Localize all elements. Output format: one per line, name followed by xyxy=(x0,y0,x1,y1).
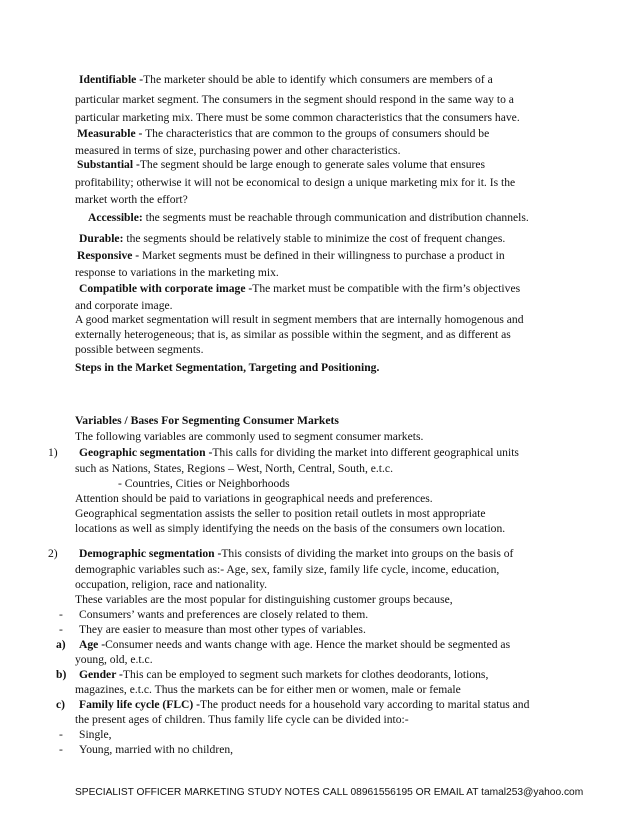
variables-intro: The following variables are commonly used to segment consumer markets. xyxy=(75,430,424,443)
geographic-line-6: locations as well as simply identifying the needs on the basis of the consumers own location. xyxy=(75,522,506,535)
flc-line-2: the present ages of children. Thus family life cycle can be divided into:- xyxy=(75,713,409,726)
demographic-line-4: These variables are the most popular for distinguishing customer groups because, xyxy=(75,593,453,606)
term-accessible: Accessible: xyxy=(88,211,143,224)
age-text-1: Consumer needs and wants change with age. Hence the market should be segmented as xyxy=(105,638,511,651)
demographic-line-2: demographic variables such as:- Age, sex, family size, family life cycle, income, education, xyxy=(75,563,500,576)
flc-bullet-mark-2: - xyxy=(59,743,63,756)
substantial-line-1 xyxy=(77,158,485,172)
compatible-line-1 xyxy=(79,282,520,296)
good-segmentation-line-2: externally heterogeneous; that is, as similar as possible within the segment, and as different as xyxy=(75,328,511,341)
flc-line-1 xyxy=(79,698,529,712)
term-flc: Family life cycle (FLC) - xyxy=(79,698,201,711)
term-substantial: Substantial - xyxy=(77,158,140,171)
durable-text: the segments should be relatively stable to minimize the cost of frequent changes. xyxy=(123,232,506,245)
good-segmentation-line-3: possible between segments. xyxy=(75,343,204,356)
flc-mark: c) xyxy=(56,698,66,711)
geographic-line-5: Geographical segmentation assists the seller to position retail outlets in most appropriate xyxy=(75,507,486,520)
measurable-text-1: The characteristics that are common to the groups of consumers should be xyxy=(142,127,490,140)
accessible-text: the segments must be reachable through communication and distribution channels. xyxy=(142,211,529,224)
gender-line-2: magazines, e.t.c. Thus the markets can be for either men or women, male or female xyxy=(75,683,461,696)
geographic-line-2: such as Nations, States, Regions – West, North, Central, South, e.t.c. xyxy=(75,462,393,475)
term-geographic: Geographic segmentation - xyxy=(79,446,213,459)
variables-heading: Variables / Bases For Segmenting Consumer Markets xyxy=(75,414,339,427)
flc-bullet-mark-1: - xyxy=(59,728,63,741)
flc-text-1: The product needs for a household vary according to marital status and xyxy=(200,698,530,711)
gender-mark: b) xyxy=(56,668,67,681)
compatible-text-1: The market must be compatible with the firm’s objectives xyxy=(252,282,521,295)
identifiable-line-3: particular marketing mix. There must be some common characteristics that the consumers have. xyxy=(75,111,520,124)
bullet-item-2: They are easier to measure than most other types of variables. xyxy=(79,623,366,636)
geographic-line-4: Attention should be paid to variations in geographical needs and preferences. xyxy=(75,492,433,505)
term-identifiable: Identifiable - xyxy=(79,73,144,86)
demographic-text-1: This consists of dividing the market into groups on the basis of xyxy=(221,547,514,560)
substantial-line-3: market worth the effort? xyxy=(75,193,188,206)
term-gender: Gender - xyxy=(79,668,123,681)
compatible-line-2: and corporate image. xyxy=(75,299,173,312)
responsive-line-2: response to variations in the marketing mix. xyxy=(75,266,279,279)
term-responsive: Responsive - xyxy=(77,249,140,262)
flc-bullet-2: Young, married with no children, xyxy=(79,743,234,756)
bullet-mark-1: - xyxy=(59,608,63,621)
identifiable-line-1 xyxy=(79,73,493,87)
age-mark: a) xyxy=(56,638,66,651)
term-age: Age - xyxy=(79,638,106,651)
identifiable-text-1: The marketer should be able to identify which consumers are members of a xyxy=(143,73,493,86)
demographic-line-3: occupation, religion, race and nationality. xyxy=(75,578,268,591)
age-line-2: young, old, e.t.c. xyxy=(75,653,153,666)
substantial-line-2: profitability; otherwise it will not be economical to design a unique marketing mix for it. Is the xyxy=(75,176,516,189)
term-demographic: Demographic segmentation - xyxy=(79,547,222,560)
substantial-text-1: The segment should be large enough to generate sales volume that ensures xyxy=(139,158,486,171)
page-footer: SPECIALIST OFFICER MARKETING STUDY NOTES CALL 08961556195 OR EMAIL AT tamal253@yahoo.com xyxy=(75,787,584,798)
measurable-line-2: measured in terms of size, purchasing power and other characteristics. xyxy=(75,144,401,157)
flc-bullet-1: Single, xyxy=(79,728,112,741)
responsive-line-1 xyxy=(77,249,505,263)
good-segmentation-line-1: A good market segmentation will result in segment members that are internally homogenous and xyxy=(75,313,524,326)
gender-text-1: This can be employed to segment such markets for clothes deodorants, lotions, xyxy=(122,668,489,681)
demographic-number: 2) xyxy=(48,547,58,560)
durable-line xyxy=(79,232,505,246)
term-durable: Durable: xyxy=(79,232,124,245)
term-measurable: Measurable - xyxy=(77,127,143,140)
identifiable-line-2: particular market segment. The consumers in the segment should respond in the same way to a xyxy=(75,93,514,106)
responsive-text-1: Market segments must be defined in their willingness to purchase a product in xyxy=(139,249,505,262)
bullet-item-1: Consumers’ wants and preferences are closely related to them. xyxy=(79,608,369,621)
steps-heading: Steps in the Market Segmentation, Targeting and Positioning. xyxy=(75,361,380,374)
measurable-line-1 xyxy=(77,127,489,141)
geographic-line-3: - Countries, Cities or Neighborhoods xyxy=(118,477,290,490)
demographic-line-1 xyxy=(79,547,513,561)
term-compatible: Compatible with corporate image - xyxy=(79,282,253,295)
accessible-line xyxy=(88,211,529,225)
geographic-line-1 xyxy=(79,446,519,460)
age-line-1 xyxy=(79,638,510,652)
geographic-number: 1) xyxy=(48,446,58,459)
gender-line-1 xyxy=(79,668,488,682)
bullet-mark-2: - xyxy=(59,623,63,636)
geographic-text-1: This calls for dividing the market into different geographical units xyxy=(212,446,519,459)
